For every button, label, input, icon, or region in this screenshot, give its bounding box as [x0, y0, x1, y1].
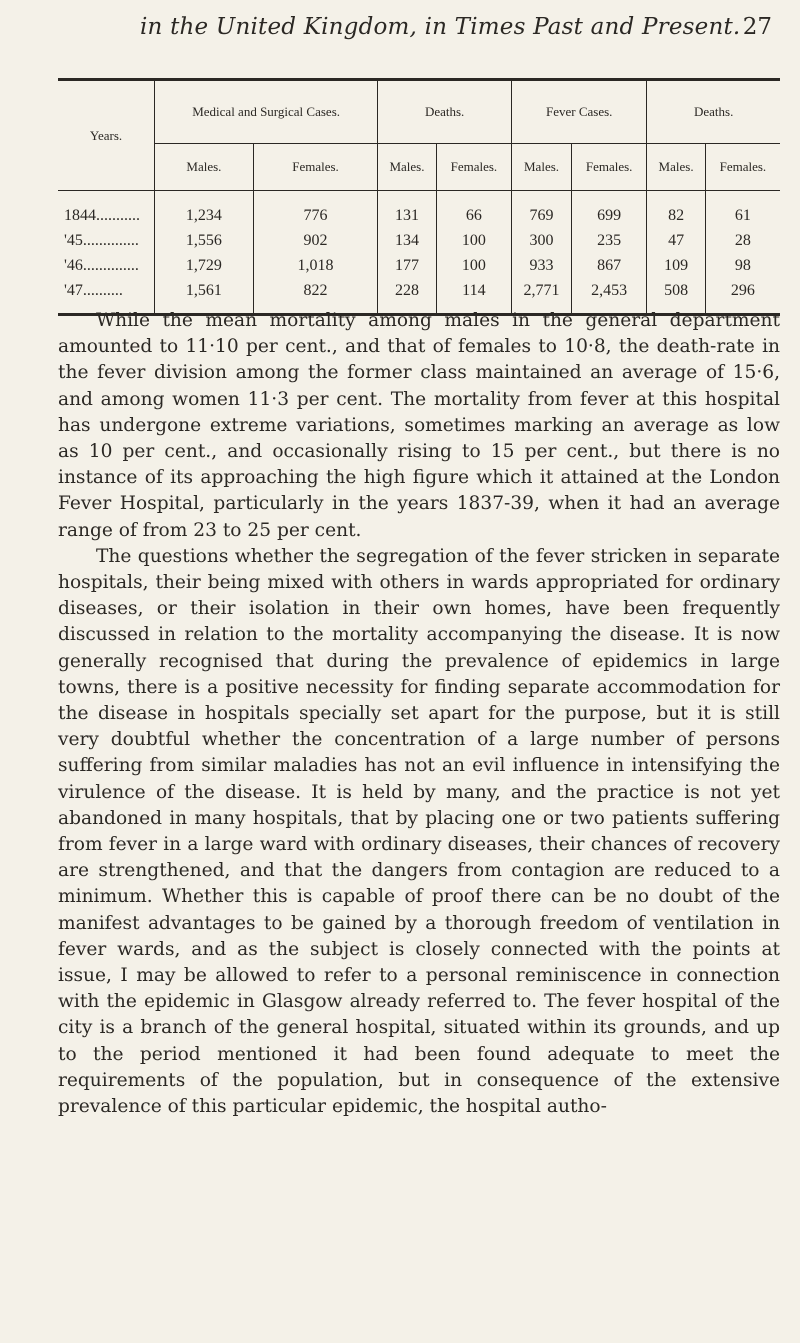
- cell: 100: [436, 253, 511, 278]
- cell: 47: [647, 228, 705, 253]
- cell: 1,556: [155, 228, 254, 253]
- subheader-females: Females.: [253, 144, 377, 191]
- header-deaths-general: Deaths.: [378, 80, 512, 144]
- cell: 902: [253, 228, 377, 253]
- page-number: 27: [742, 14, 772, 40]
- cell: 114: [436, 278, 511, 315]
- year-cell: '46..............: [64, 256, 139, 274]
- year-cell: '47..........: [64, 281, 123, 299]
- cell: 699: [571, 191, 646, 229]
- cell: 1,234: [155, 191, 254, 229]
- cell: 134: [378, 228, 436, 253]
- cell: 131: [378, 191, 436, 229]
- year-cell: 1844...........: [64, 206, 140, 224]
- cell: 867: [571, 253, 646, 278]
- cell: 822: [253, 278, 377, 315]
- cell: 228: [378, 278, 436, 315]
- cell: 296: [705, 278, 780, 315]
- subheader-females: Females.: [705, 144, 780, 191]
- cell: 933: [512, 253, 572, 278]
- cell: 769: [512, 191, 572, 229]
- cell: 61: [705, 191, 780, 229]
- header-medical-surgical: Medical and Surgical Cases.: [155, 80, 378, 144]
- header-years: Years.: [89, 127, 123, 143]
- cell: 1,561: [155, 278, 254, 315]
- year-cell: '45..............: [64, 231, 139, 249]
- cell: 109: [647, 253, 705, 278]
- statistics-table: [58, 78, 780, 316]
- header-fever-cases: Fever Cases.: [512, 80, 647, 144]
- table-body: [58, 191, 780, 315]
- cell: 1,729: [155, 253, 254, 278]
- subheader-males: Males.: [155, 144, 254, 191]
- cell: 100: [436, 228, 511, 253]
- cell: 82: [647, 191, 705, 229]
- cell: 235: [571, 228, 646, 253]
- paragraph: The questions whether the segregation of the fever stricken in separate hospitals, their being mixed with others in wards appropriated for ordinary diseases, or their isolation in their own homes, have been frequently discussed in relation to the mortality accompanying the disease. It is now generally recognised that during the prevalence of epidemics in large towns, there is a positive necessity for finding separate accommodation for the disease in hospitals specially set apart for the purpose, but it is still very doubtful whether the concentration of a large number of persons suffering from similar maladies has not an evil influence in intensifying the virulence of the disease. It is held by many, and the practice is not yet abandoned in many hospitals, that by placing one or two patients suffering from fever in a large ward with ordinary diseases, their chances of recovery are strengthened, and that the dangers from contagion are reduced to a minimum. Whether this is capable of proof there can be no doubt of the manifest advantages to be gained by a thorough freedom of ventilation in fever wards, and as the subject is closely connected with the points at issue, I may be allowed to refer to a personal reminiscence in connection with the epidemic in Glasgow already referred to. The fever hospital of the city is a branch of the general hospital, situated within its grounds, and up to the period mentioned it had been found adequate to meet the requirements of the population, but in consequence of the extensive prevalence of this particular epidemic, the hospital autho-: [58, 545, 780, 1118]
- subheader-males: Males.: [378, 144, 436, 191]
- cell: 1,018: [253, 253, 377, 278]
- subheader-females: Females.: [436, 144, 511, 191]
- body-text: [58, 308, 780, 1120]
- cell: 98: [705, 253, 780, 278]
- cell: 2,453: [571, 278, 646, 315]
- cell: 776: [253, 191, 377, 229]
- cell: 300: [512, 228, 572, 253]
- subheader-males: Males.: [512, 144, 572, 191]
- table-row: [58, 191, 780, 229]
- page-header: [60, 14, 780, 64]
- cell: 2,771: [512, 278, 572, 315]
- table-row: [58, 253, 780, 278]
- cell: 177: [378, 253, 436, 278]
- subheader-males: Males.: [647, 144, 705, 191]
- cell: 66: [436, 191, 511, 229]
- running-title: in the United Kingdom, in Times Past and Present.: [140, 14, 741, 40]
- paragraph: While the mean mortality among males in the general department amounted to 11·10 per cent., and that of females to 10·8, the death-rate in the fever division among the former class maintained an average of 15·6, and among women 11·3 per cent. The mortality from fever at this hospital has undergone extreme variations, sometimes marking an average as low as 10 per cent., and occasionally rising to 15 per cent., but there is no instance of its approaching the high figure which it attained at the London Fever Hospital, particularly in the years 1837-39, when it had an average range of from 23 to 25 per cent.: [58, 310, 780, 541]
- table-row: [58, 228, 780, 253]
- cell: 508: [647, 278, 705, 315]
- subheader-females: Females.: [571, 144, 646, 191]
- header-deaths-fever: Deaths.: [647, 80, 780, 144]
- cell: 28: [705, 228, 780, 253]
- statistics-table-wrapper: [58, 78, 780, 316]
